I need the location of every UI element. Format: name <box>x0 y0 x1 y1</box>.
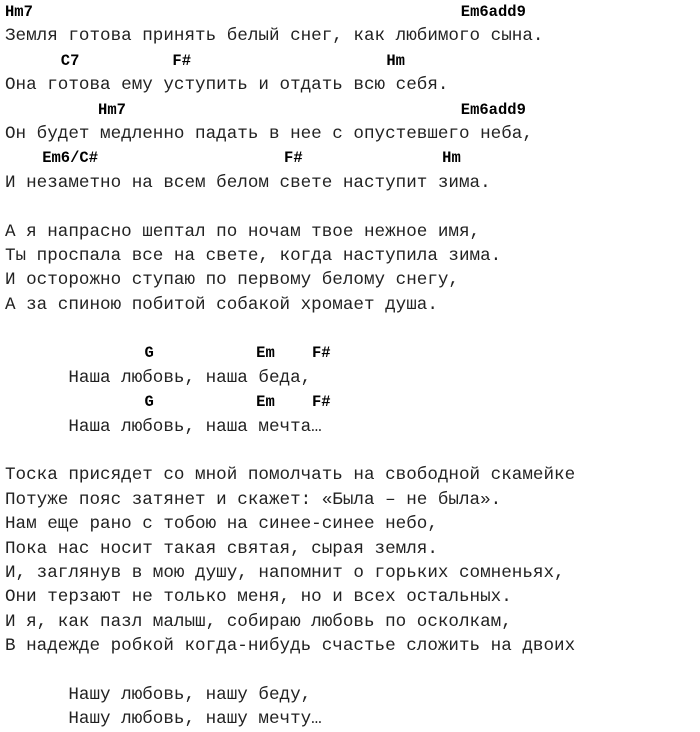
lyric-line: И осторожно ступаю по первому белому снегу, <box>5 270 459 291</box>
lyric-line: Тоска присядет со мной помолчать на свободной скамейке <box>5 465 576 486</box>
chorus-line: Нашу любовь, нашу беду, <box>5 684 312 705</box>
lyric-line: Пока нас носит такая святая, сырая земля. <box>5 538 438 559</box>
lyric-line: Потуже пояс затянет и скажет: «Была – не была». <box>5 489 502 510</box>
lyric-line: Он будет медленно падать в нее с опустевшего неба, <box>5 123 533 144</box>
lyric-line: Нам еще рано с тобою на синее-синее небо, <box>5 514 438 535</box>
lyric-line: Земля готова принять белый снег, как любимого сына. <box>5 26 544 47</box>
chorus-line: Наша любовь, наша мечта… <box>5 416 322 437</box>
chord-line: G Em F# <box>5 393 331 412</box>
lyric-line: А я напрасно шептал по ночам твое нежное имя, <box>5 221 481 242</box>
lyric-line: И незаметно на всем белом свете наступит зима. <box>5 172 491 193</box>
blank-line <box>5 439 697 463</box>
lyric-line: Ты проспала все на свете, когда наступила зима. <box>5 245 502 266</box>
chord-line: Hm7 Em6add9 <box>5 100 526 119</box>
chorus-line: Наша любовь, наша беда, <box>5 367 312 388</box>
lyric-line: А за спиною побитой собакой хромает душа. <box>5 294 438 315</box>
lyric-line: И, заглянув в мою душу, напомнит о горьких сомненьях, <box>5 562 565 583</box>
chord-line: Hm7 Em6add9 <box>5 3 526 21</box>
chord-line: C7 F# Hm <box>5 51 405 70</box>
blank-line <box>5 659 697 683</box>
chorus-line: Нашу любовь, нашу мечту… <box>5 709 322 730</box>
chord-line: Em6/C# F# Hm <box>5 149 461 168</box>
blank-line <box>5 195 697 219</box>
chord-line: G Em F# <box>5 344 331 363</box>
lyric-line: Она готова ему уступить и отдать всю себя. <box>5 75 449 96</box>
song-sheet <box>5 0 697 732</box>
lyric-line: В надежде робкой когда-нибудь счастье сложить на двоих <box>5 636 576 657</box>
lyric-line: И я, как пазл малыш, собираю любовь по осколкам, <box>5 611 512 632</box>
blank-line <box>5 317 697 341</box>
lyric-line: Они терзают не только меня, но и всех остальных. <box>5 587 512 608</box>
